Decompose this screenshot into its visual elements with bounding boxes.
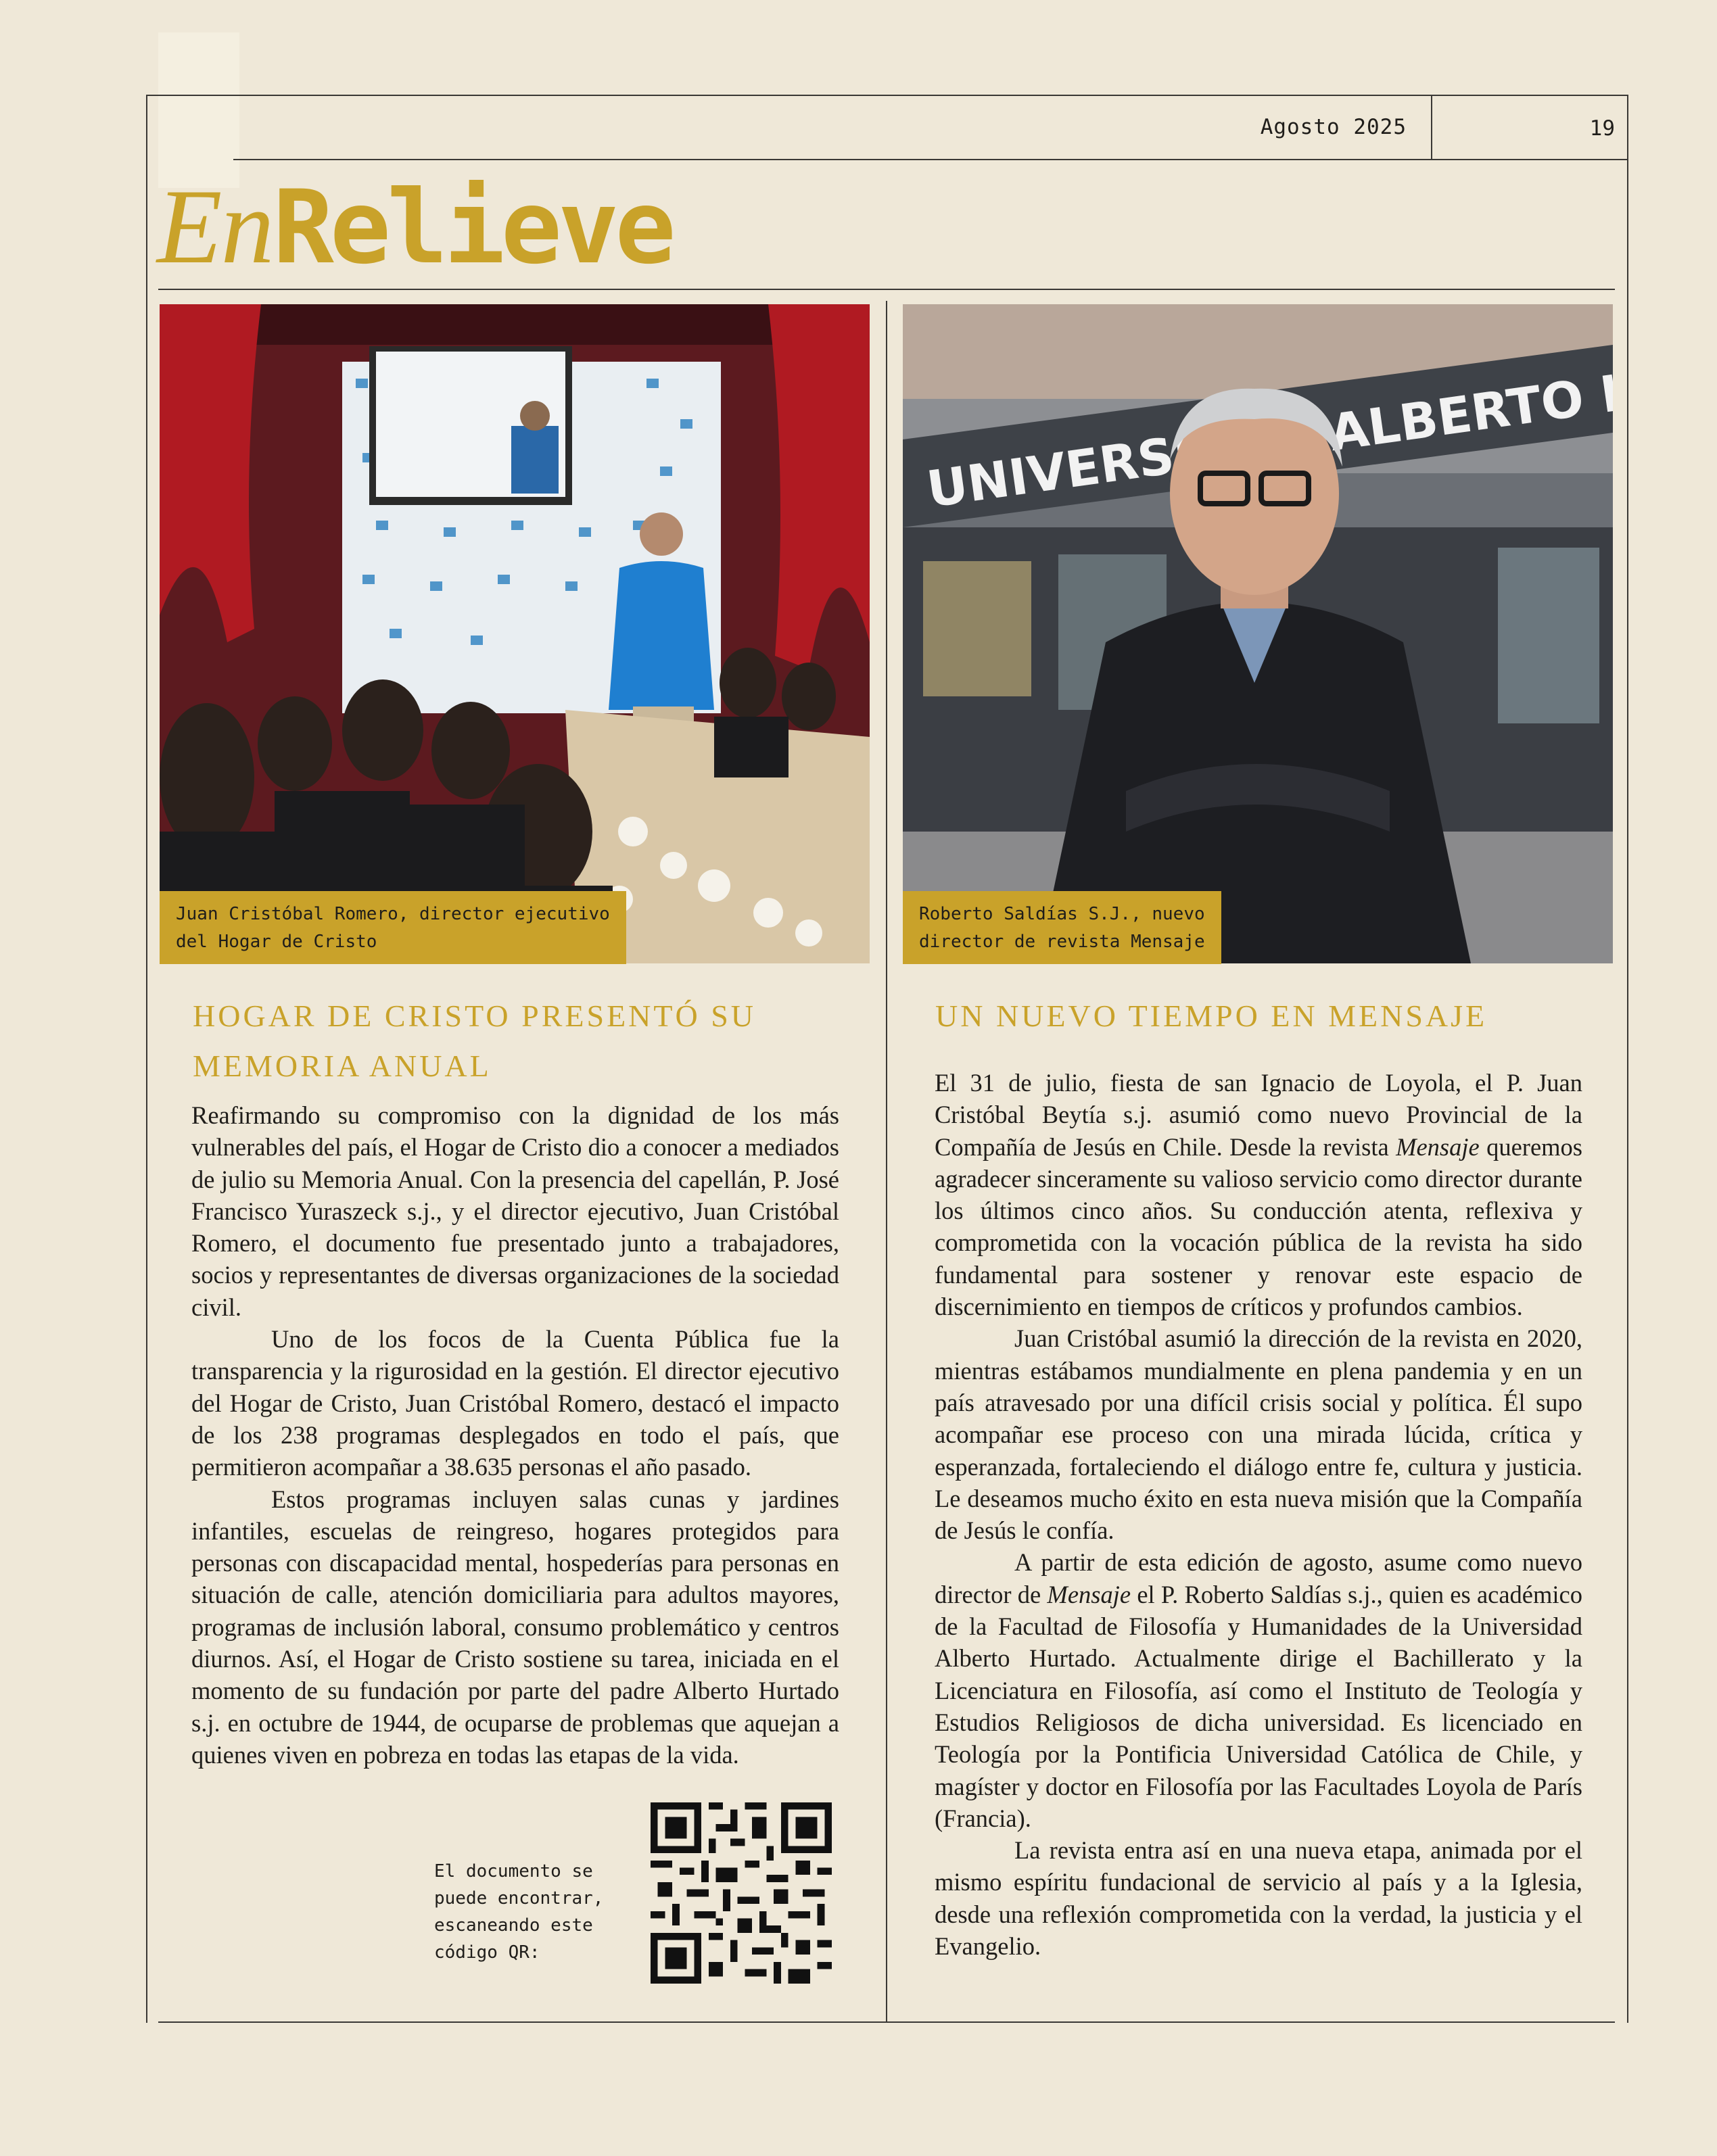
qr-note-line-3: escaneando este bbox=[434, 1915, 593, 1936]
article-left-paragraph-2: Uno de los focos de la Cuenta Pública fue la transparencia y la rigurosidad en la gestión. El director ejecutivo del Hogar de Cristo, Juan Cristóbal Romero, destacó el impacto de los 238 programas desplegados en todo el país, que permitieron acompañar a 38.635 personas el año pasado. bbox=[191, 1325, 839, 1481]
article-right-p3-before: A partir de esta edición de agosto, asume como nuevo director de bbox=[935, 1548, 1582, 1608]
headline-mensaje: UN NUEVO TIEMPO EN MENSAJE bbox=[935, 999, 1488, 1033]
bottom-rule bbox=[158, 2021, 1615, 2023]
qr-note-line-4: código QR: bbox=[434, 1942, 540, 1963]
section-brand bbox=[157, 166, 672, 287]
article-right-p1-after: queremos agradecer sinceramente su valioso servicio como director durante los últimos cinco años. Su conducción atenta, reflexiva y comprometida con la vocación pública de la revista ha sido fundamental para sostener y renovar este espacio de discernimiento en tiempos de críticos y profundos cambios. bbox=[935, 1132, 1582, 1321]
article-right-p1-before: El 31 de julio, fiesta de san Ignacio de Loyola, el P. Juan Cristóbal Beytía s.j. asumió como nuevo Provincial de la Compañía de Jesús en Chile. Desde la revista bbox=[935, 1069, 1582, 1161]
qr-note-line-2: puede encontrar, bbox=[434, 1888, 604, 1909]
issue-date: Agosto 2025 bbox=[1260, 115, 1407, 139]
header-tab bbox=[158, 32, 239, 188]
qr-code[interactable] bbox=[651, 1802, 832, 1984]
caption-right-line1: Roberto Saldías S.J., nuevo bbox=[919, 904, 1205, 924]
headline-left-line1: HOGAR DE CRISTO PRESENTÓ SU bbox=[193, 999, 757, 1033]
article-left-paragraph-3: Estos programas incluyen salas cunas y jardines infantiles, escuelas de reingreso, hogares protegidos para personas con discapacidad mental, hospederías para personas en situación de calle, atención domiciliaria para adultos mayores, programas de inclusión laboral, consumo problemático y centros diurnos. Así, el Hogar de Cristo sostiene su tarea, iniciada en el momento de su fundación por parte del padre Alberto Hurtado s.j. en octubre de 1944, de ocuparse de problemas que aquejan a quienes viven en pobreza en todas las etapas de la vida. bbox=[191, 1485, 839, 1769]
article-right-p3-em: Mensaje bbox=[1047, 1580, 1131, 1608]
headline-hogar-de-cristo bbox=[193, 991, 855, 1091]
qr-code-icon bbox=[651, 1802, 832, 1984]
photo-roberto-saldias bbox=[903, 304, 1613, 963]
event-photo-illustration bbox=[160, 304, 870, 963]
photo-hogar-de-cristo bbox=[160, 304, 870, 963]
article-left-paragraph-1: Reafirmando su compromiso con la dignidad de los más vulnerables del país, el Hogar de Cristo dio a conocer a mediados de julio su Memoria Anual. Con la presencia del capellán, P. José Francisco Yuraszeck s.j., y el director ejecutivo, Juan Cristóbal Romero, el documento fue presentado junto a trabajadores, socios y representantes de diversas organizaciones de la sociedad civil. bbox=[191, 1101, 839, 1321]
header-divider bbox=[1431, 95, 1432, 160]
page-number: 19 bbox=[1589, 116, 1615, 141]
brand-prefix: En bbox=[157, 168, 273, 286]
caption-right bbox=[903, 891, 1221, 964]
article-right-paragraph-4: La revista entra así en una nueva etapa, animada por el mismo espíritu fundacional de servicio al país y a la Iglesia, desde una reflexión comprometida con la verdad, la justicia y el Evangelio. bbox=[935, 1836, 1582, 1961]
article-right-paragraph-3 bbox=[935, 1546, 1582, 1834]
article-right-p1-em: Mensaje bbox=[1396, 1132, 1480, 1161]
article-left-body bbox=[191, 1099, 839, 1771]
article-right-paragraph-1 bbox=[935, 1067, 1582, 1322]
article-right-paragraph-2: Juan Cristóbal asumió la dirección de la revista en 2020, mientras estábamos mundialmente en plena pandemia y en un país atravesado por una difícil crisis social y política. Él supo acompañar ese proceso con una mirada lúcida, crítica y esperanzada, fortaleciendo el diálogo entre fe, cultura y justicia. Le deseamos mucho éxito en esta nueva misión que la Compañía de Jesús le confía. bbox=[935, 1324, 1582, 1545]
sign-text: UNIVERSIDAD ALBERTO HURTADO bbox=[923, 329, 1613, 519]
caption-right-line2: director de revista Mensaje bbox=[919, 932, 1205, 952]
article-right-p3-after: el P. Roberto Saldías s.j., quien es académico de la Facultad de Filosofía y Humanidades de la Universidad Alberto Hurtado. Actualmente dirige el Bachillerato y la Licenciatura en Filosofía, así como el Instituto de Teología y Estudios Religiosos de dicha universidad. Es licenciado en Teología por la Pontificia Universidad Católica de Chile, y magíster y doctor en Filosofía por las Facultades Loyola de París (Francia). bbox=[935, 1580, 1582, 1832]
brand-rule bbox=[158, 289, 1615, 290]
header-rule bbox=[233, 159, 1627, 160]
right-frame-rule bbox=[1627, 95, 1628, 2023]
headline-left-line2: MEMORIA ANUAL bbox=[193, 1049, 492, 1083]
caption-left-line1: Juan Cristóbal Romero, director ejecutivo bbox=[176, 904, 610, 924]
portrait-photo-illustration bbox=[903, 304, 1613, 963]
brand-main: Relieve bbox=[273, 169, 672, 287]
caption-left bbox=[160, 891, 626, 964]
article-right-body bbox=[935, 1067, 1582, 1962]
qr-note bbox=[434, 1858, 617, 1966]
top-rule bbox=[146, 95, 1627, 96]
qr-note-line-1: El documento se bbox=[434, 1861, 593, 1882]
left-frame-rule bbox=[146, 95, 147, 2023]
caption-left-line2: del Hogar de Cristo bbox=[176, 932, 377, 952]
column-divider bbox=[886, 301, 887, 2023]
